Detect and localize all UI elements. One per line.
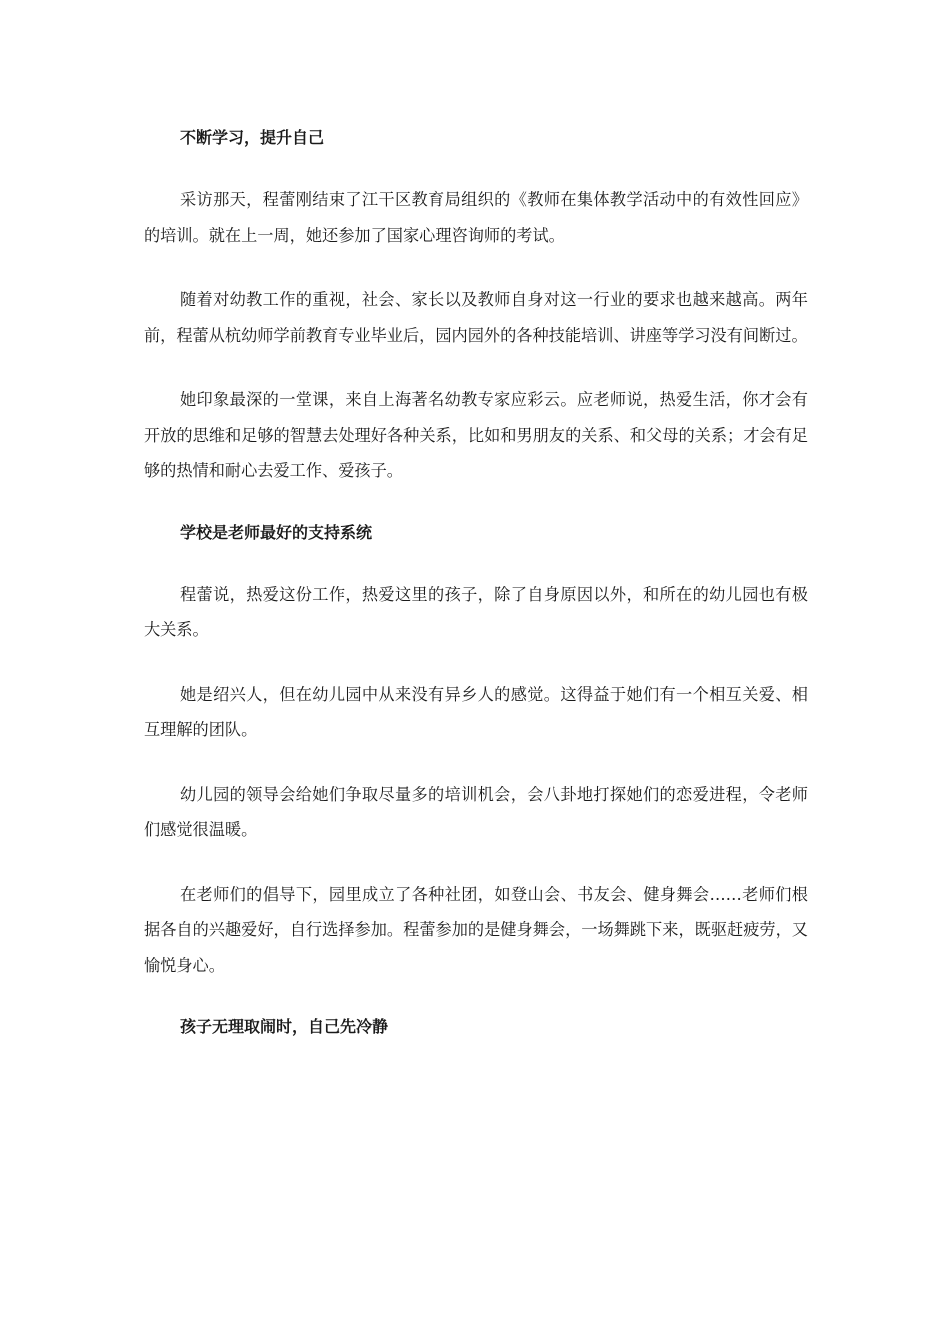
paragraph: 程蕾说，热爱这份工作，热爱这里的孩子，除了自身原因以外，和所在的幼儿园也有极大关系。 — [144, 584, 808, 639]
paragraph: 采访那天，程蕾刚结束了江干区教育局组织的《教师在集体教学活动中的有效性回应》的培训。就在上一周，她还参加了国家心理咨询师的考试。 — [144, 190, 808, 245]
section-heading-learning: 不断学习，提升自己 — [180, 128, 325, 147]
paragraph: 幼儿园的领导会给她们争取尽量多的培训机会，会八卦地打探她们的恋爱进程，令老师们感觉很温暖。 — [144, 784, 808, 839]
paragraph: 她印象最深的一堂课，来自上海著名幼教专家应彩云。应老师说，热爱生活，你才会有开放的思维和足够的智慧去处理好各种关系，比如和男朋友的关系、和父母的关系；才会有足够的热情和耐心去爱工作、爱孩子。 — [144, 390, 808, 480]
section-heading-support-system: 学校是老师最好的支持系统 — [180, 522, 373, 542]
section-heading-stay-calm: 孩子无理取闹时，自己先冷静 — [180, 1017, 389, 1036]
paragraph: 在老师们的倡导下，园里成立了各种社团，如登山会、书友会、健身舞会……老师们根据各自的兴趣爱好，自行选择参加。程蕾参加的是健身舞会，一场舞跳下来，既驱赶疲劳，又愉悦身心。 — [144, 884, 808, 975]
paragraph: 随着对幼教工作的重视，社会、家长以及教师自身对这一行业的要求也越来越高。两年前，程蕾从杭幼师学前教育专业毕业后，园内园外的各种技能培训、讲座等学习没有间断过。 — [144, 290, 808, 345]
paragraph: 她是绍兴人，但在幼儿园中从来没有异乡人的感觉。这得益于她们有一个相互关爱、相互理解的团队。 — [144, 684, 808, 739]
article-body — [144, 123, 808, 1042]
